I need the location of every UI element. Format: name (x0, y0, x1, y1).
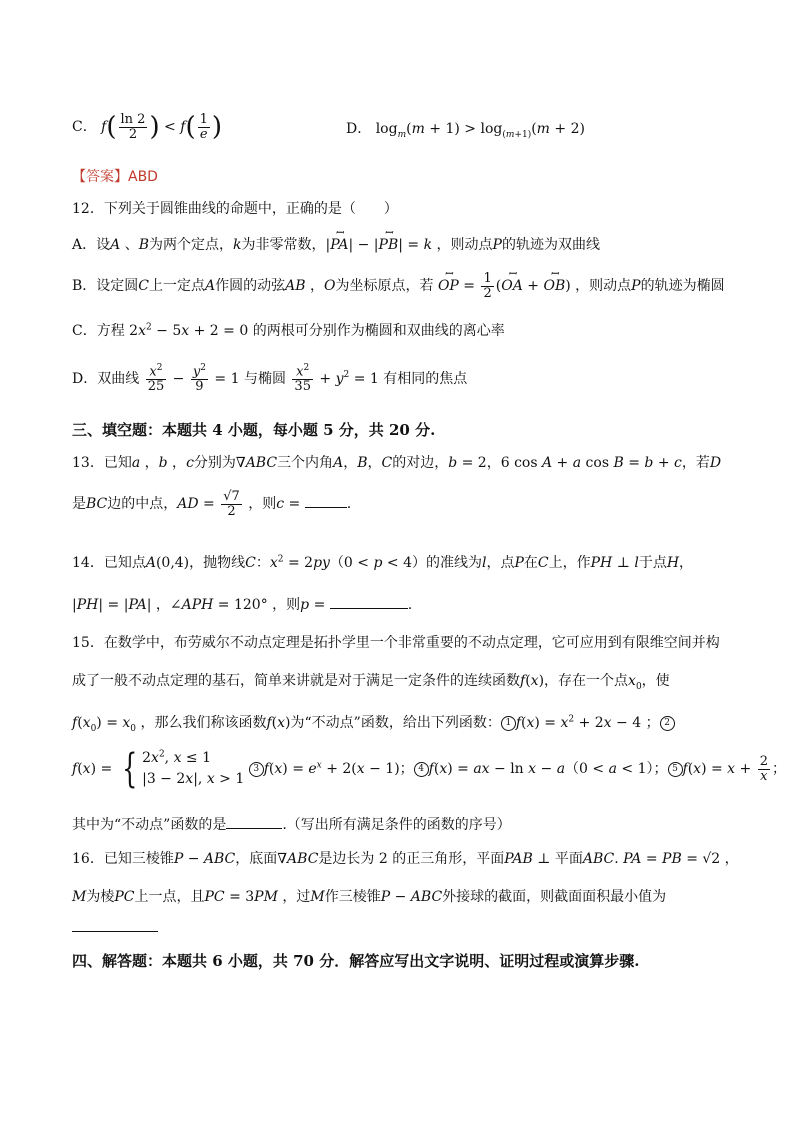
q16-line2: M为棱PC上一点，且PC = 3PM ，过M作三棱锥P − ABC外接球的截面，则截面面积最小值为 (72, 889, 667, 905)
section-4-heading: 四、解答题：本题共 6 小题，共 70 分．解答应写出文字说明、证明过程或演算步骤. (72, 952, 640, 970)
option-label: C． (72, 119, 97, 135)
q12-option-d: D．双曲线 $\frac{x^2}{25}$ − $\frac{y^2}{9}$ = 1 与椭圆 $\frac{x^2}{35}$ + $y^2 = 1$ 有相同的焦点 (72, 363, 468, 394)
q14-line1: 14．已知点A(0,4)，抛物线C：$x^2 = 2py(0 < p < 4)$的准线为l，点P在C上，作PH ⊥ l于点H， (72, 554, 694, 571)
q16-line1: 16．已知三棱锥P − ABC，底面∇ABC是边长为 2 的正三角形，平面PAB ⊥ 平面ABC. PA = PB = √2 ， (72, 851, 739, 867)
q11-option-d-expr: $\log_m(m + 1) > \log_{(m+1)}(m + 2)$ (375, 121, 585, 140)
q16-answer-blank (72, 920, 158, 936)
q15-line3: $f(x_0) = x_0$ ，那么我们称该函数f(x)为“不动点”函数，给出下列函数： 1 $f(x) = x^2 + 2x - 4$ ； 2 (72, 712, 675, 734)
q12-stem: 12．下列关于圆锥曲线的命题中，正确的是（ ） (72, 201, 398, 217)
q12-option-c: C．方程 $2x^2 - 5x + 2 = 0$ 的两根可分别作为椭圆和双曲线的离心率 (72, 322, 505, 339)
q13-line1: 13．已知a ，b ，c分别为∇ABC三个内角A，B，C的对边，b = 2，6 cos A + a cos B = b + c，若D (72, 455, 722, 471)
q12-option-a: A．设A 、B为两个定点，k为非零常数，|ꟷ PA| − |ꟷ PB| = k ，则动点P的轨迹为双曲线 (72, 234, 600, 254)
q15-line4: f(x) = { $2x^2$, x ≤ 1 |3 − 2x|, x > 1 3 $f(x) = e^x + 2(x - 1)$； 4 f(x) = ax − ln x − a（0 < a < 1）； 5 f(x) = x + $\frac{2}{x}$ ； (72, 746, 786, 792)
q14-line2: |PH| = |PA| ，∠APH = 120° ，则p = . (72, 597, 413, 613)
option-label: D． (346, 121, 372, 137)
q15-line2: 成了一般不动点定理的基石，简单来讲就是对于满足一定条件的连续函数f(x)，存在一个点$x_0$，使 (72, 673, 670, 692)
q11-option-c (72, 112, 222, 142)
q11-option-d (346, 118, 585, 140)
q11-option-c-expr: f( $\frac{\ln 2}{2}$ ) < f( $\frac{1}{e}$ ) (101, 111, 223, 142)
q13-line2: 是BC边的中点，AD = $\frac{√7}{2}$ ，则c = . (72, 489, 352, 519)
q12-option-b: B．设定圆C上一定点A作圆的动弦AB ，O为坐标原点，若 ꟷ OP = $\frac{1}{2}$ (ꟷ OA + ꟷ OB) ，则动点P的轨迹为椭圆 (72, 272, 725, 300)
answer-value: ABD (128, 169, 158, 185)
answer-label: 【答案】 (72, 169, 128, 185)
section-3-heading: 三、填空题：本题共 4 小题，每小题 5 分，共 20 分. (72, 421, 436, 439)
q15-line1: 15．在数学中，布劳威尔不动点定理是拓扑学里一个非常重要的不动点定理，它可应用到有限维空间并构 (72, 635, 720, 651)
q11-answer (72, 166, 158, 186)
q15-line5: 其中为“不动点”函数的是 .（写出所有满足条件的函数的序号） (72, 817, 511, 833)
